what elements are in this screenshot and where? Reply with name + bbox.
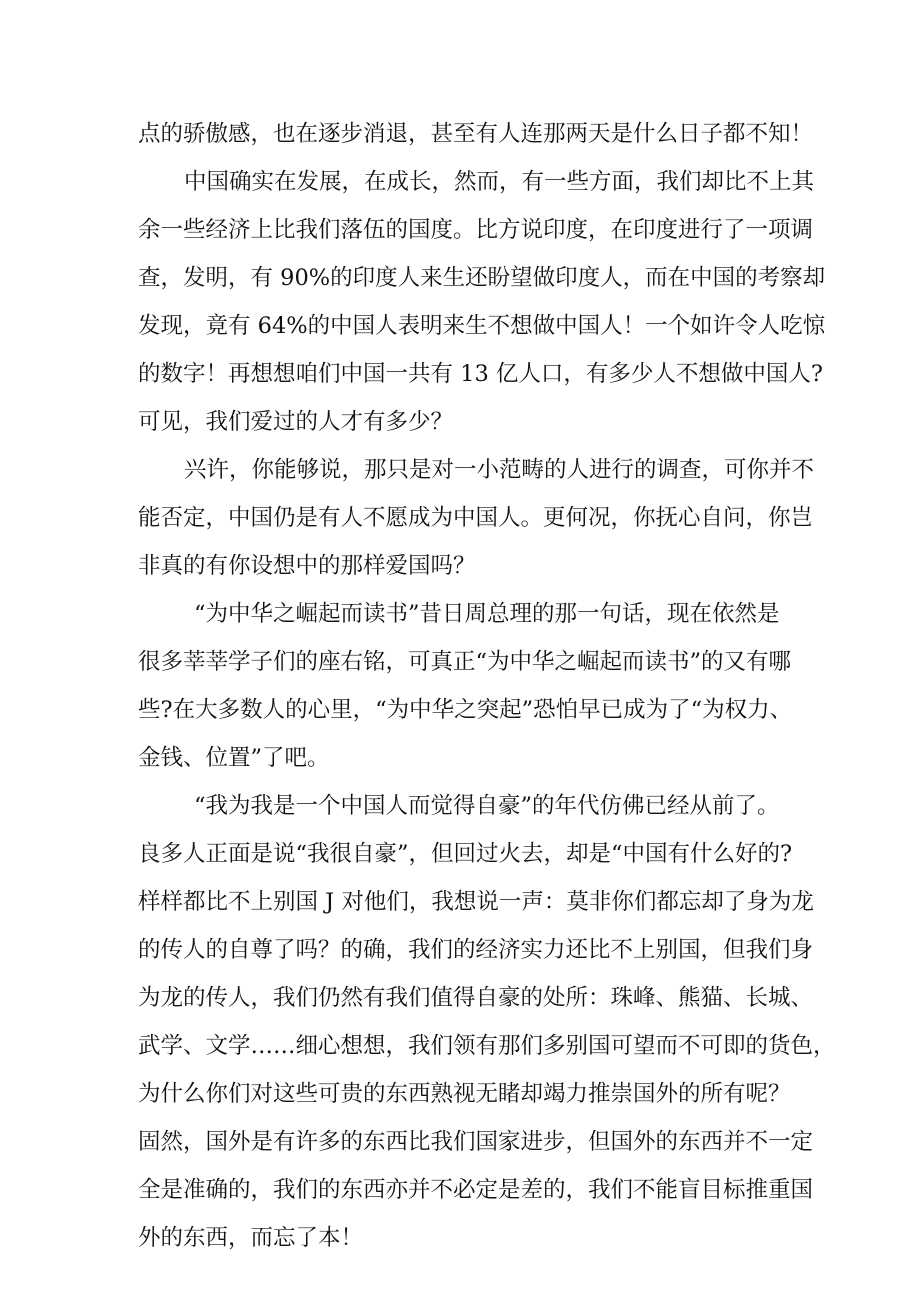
text-line: 发现，竟有 64%的中国人表明来生不想做中国人！一个如许令人吃惊 (138, 313, 826, 339)
text-line: 金钱、位置”了吧。 (138, 745, 330, 771)
text-line: 为龙的传人，我们仍然有我们值得自豪的处所：珠峰、熊猫、长城、 (138, 985, 814, 1011)
text-line: 很多莘莘学子们的座右铭，可真正“为中华之崛起而读书”的又有哪 (138, 649, 792, 675)
text-line: 查，发明，有 90%的印度人来生还盼望做印度人，而在中国的考察却 (138, 265, 826, 291)
body-text (138, 110, 836, 1262)
text-line: 武学、文学……细心想想，我们领有那们多别国可望而不可即的货色， (138, 1033, 836, 1059)
text-line: 些?在大多数人的心里，“为中华之突起”恐怕早已成为了“为权力、 (138, 697, 793, 723)
text-line: 余一些经济上比我们落伍的国度。比方说印度，在印度进行了一项调 (138, 217, 814, 243)
text-line: 良多人正面是说“我很自豪”，但回过火去，却是“中国有什么好的? (138, 841, 793, 867)
text-line: 样样都比不上别国 J 对他们，我想说一声：莫非你们都忘却了身为龙 (138, 889, 814, 915)
paragraph-start-line: 兴许，你能够说，那只是对一小范畴的人进行的调查，可你并不 (184, 457, 815, 483)
text-line: 为什么你们对这些可贵的东西熟视无睹却竭力推崇国外的所有呢？ (138, 1081, 791, 1107)
text-line: 全是准确的，我们的东西亦并不必定是差的，我们不能盲目标推重国 (138, 1177, 814, 1203)
text-line: 可见，我们爱过的人才有多少？ (138, 409, 454, 435)
paragraph-start-line: “我为我是一个中国人而觉得自豪”的年代仿佛已经从前了。 (194, 793, 780, 819)
paragraph-start-line: 中国确实在发展，在成长，然而，有一些方面，我们却比不上其 (184, 169, 815, 195)
text-line: 外的东西，而忘了本！ (138, 1225, 364, 1251)
text-line: 点的骄傲感，也在逐步消退，甚至有人连那两天是什么日子都不知！ (138, 121, 814, 147)
text-line: 固然，国外是有许多的东西比我们国家进步，但国外的东西并不一定 (138, 1129, 814, 1155)
text-line: 非真的有你设想中的那样爱国吗？ (138, 553, 476, 579)
text-line: 的数字！再想想咱们中国一共有 13 亿人口，有多少人不想做中国人? (138, 361, 823, 387)
text-line: 能否定，中国仍是有人不愿成为中国人。更何况，你抚心自问，你岂 (138, 505, 814, 531)
paragraph-start-line: “为中华之崛起而读书”昔日周总理的那一句话，现在依然是 (194, 601, 780, 627)
text-line: 的传人的自尊了吗？的确，我们的经济实力还比不上别国，但我们身 (138, 937, 814, 963)
